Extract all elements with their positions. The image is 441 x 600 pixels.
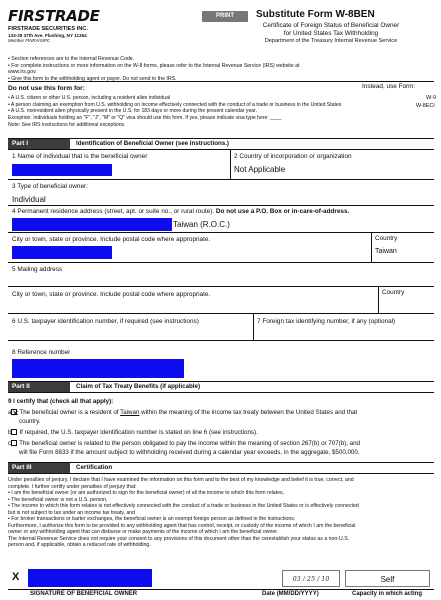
- part1-title: Identification of Beneficial Owner (see Instructions.): [76, 140, 229, 147]
- part1-header: [8, 138, 434, 150]
- part3-title: Certification: [76, 464, 113, 471]
- certify-c-cont: will file Form 8833 if the amount subject to withholding received during a calendar year exceeds, in the aggregate, $500,000.: [19, 449, 360, 456]
- field7-label: 7 Foreign tax identifying number, if any (optional): [257, 318, 396, 325]
- field8-label: 8 Reference number: [12, 349, 71, 356]
- logo-name: FIRSTRADE: [8, 7, 100, 25]
- date-format: (MM/DD/YYYY): [276, 591, 319, 597]
- divider: [8, 205, 434, 206]
- part3-label: Part III: [8, 463, 70, 473]
- part2-header: [8, 381, 434, 393]
- form-subtitle: [226, 22, 436, 45]
- redacted-address: [12, 218, 172, 231]
- instead-use-label: Instead, use Form:: [362, 83, 416, 90]
- city-label-mailing: City or town, state or province. Include postal code where appropriate.: [12, 291, 211, 298]
- form-title: Substitute Form W-8BEN: [256, 9, 375, 20]
- field3-label: 3 Type of beneficial owner:: [12, 183, 88, 190]
- do-not-use-list: [8, 95, 437, 129]
- field5-label: 5 Mailing address: [12, 266, 63, 273]
- logo-address: 133-25 37th Ave. Flushing, NY 11354: [8, 32, 87, 38]
- certify-a-text2: within the meaning of the income tax treaty between the United States and that: [139, 409, 358, 416]
- field-divider: [230, 150, 231, 179]
- signature-label: SIGNATURE OF BENEFICIAL OWNER: [30, 591, 138, 597]
- country-label: Country: [375, 235, 398, 242]
- form-department: Department of the Treasury Internal Revenue Service: [264, 37, 398, 44]
- certify-a-text1: The beneficial owner is a resident of: [19, 409, 121, 416]
- certify-b-text: If required, the U.S. taxpayer identification number is stated on line 6 (see instructions).: [19, 429, 258, 436]
- certify-c-letter: c: [8, 440, 12, 447]
- do-not-use-item: • A person claiming an exemption from U.S. withholding on income effectively connected with the conduct of a trade or business in the United States: [8, 101, 342, 108]
- print-button[interactable]: PRINT: [202, 11, 248, 22]
- date-label-text: Date: [262, 591, 276, 597]
- divider: [8, 81, 434, 82]
- certify-label: 9 I certify that (check all that apply):: [8, 398, 114, 405]
- certification-line: owner or any withholding agent that can disburse or make payments of the income of which I am the beneficial owner.: [8, 529, 279, 536]
- city-label: City or town, state or province. Include postal code where appropriate.: [12, 236, 211, 243]
- certify-a: [8, 409, 434, 416]
- firstrade-logo: [8, 8, 138, 43]
- redacted-city: [12, 246, 112, 259]
- field4-label-text: 4 Permanent residence address (street, apt. or suite no., or rural route).: [12, 208, 215, 215]
- redacted-name: [12, 164, 112, 176]
- divider: [8, 313, 434, 314]
- note-item: • For complete instructions or more information on the W-8 forms, please refer to the Internal Revenue Service (IRS) website at www.irs.gov.: [8, 62, 300, 75]
- do-not-use-item: • A U.S. citizen or other U.S. person, including a resident alien individual: [8, 95, 171, 101]
- date-label: [262, 591, 319, 598]
- field4-warning: Do not use a P.O. Box or in-care-of-address.: [215, 208, 350, 215]
- certification-line: person and, if applicable, obtain a reduced rate of withholding.: [8, 542, 151, 549]
- note-item: • Section references are to the Internal Revenue Code.: [8, 56, 135, 62]
- capacity-label: Capacity in which acting: [352, 591, 423, 597]
- certify-a-letter: a: [8, 409, 12, 416]
- form-w8eci-label: W-8ECI: [416, 103, 435, 109]
- logo-member: Member FINRA/SIPC: [8, 37, 50, 43]
- part3-header: [8, 462, 434, 474]
- country-label-mailing: Country: [382, 289, 405, 296]
- do-not-use-item: Exception: Individuals holding an "F", "J", "M" or "Q" visa should use this form. If yes, please indicate visa type here: ____: [8, 114, 282, 121]
- field2-label: 2 Country of incorporation or organization: [234, 153, 352, 160]
- field4-label: [12, 208, 432, 215]
- certification-line: • The beneficial owner is not a U.S. person,: [8, 496, 108, 503]
- certify-c-text1: The beneficial owner is related to the person obligated to pay the income within the meaning of section 267(b) or 707(b), and: [19, 440, 360, 447]
- part1-label: Part I: [8, 139, 70, 149]
- certification-text: [8, 477, 434, 549]
- certification-line: The Internal Revenue Service does not require your consent to any provisions of this document other than the cerestablish your status as a non-U.S.: [8, 535, 350, 542]
- certify-a-country[interactable]: Taiwan: [120, 409, 140, 416]
- divider: [8, 286, 434, 287]
- part2-label: Part II: [8, 382, 70, 392]
- signature-x: X: [12, 571, 20, 583]
- divider: [8, 340, 434, 341]
- field-divider: [253, 313, 254, 340]
- field2-value[interactable]: Not Applicable: [234, 165, 286, 174]
- certify-c: [8, 440, 434, 447]
- certification-line: but is not subject to tax under an income tax treaty, and: [8, 509, 136, 516]
- divider: [8, 179, 434, 180]
- certification-line: complete. I further certify under penalties of perjury that:: [8, 483, 137, 490]
- notes-list: [8, 57, 308, 84]
- certify-b-letter: b: [8, 429, 12, 436]
- certification-line: Furthermore, I authorize this form to be provided to any withholding agent that has control, receipt, or custody of the income of which I am the beneficial: [8, 522, 356, 529]
- form-subtitle-line2: for United States Tax Withholding: [283, 29, 379, 37]
- note-item: • Give this form to the withholding agent or payer. Do not send to the IRS.: [8, 75, 177, 82]
- field-divider: [378, 286, 379, 313]
- field1-label: 1 Name of individual that is the beneficial owner: [12, 153, 148, 160]
- do-not-use-item: Note: See IRS instructions for additional exceptions.: [8, 121, 126, 128]
- checkbox-b[interactable]: [11, 429, 17, 435]
- redacted-reference: [12, 359, 184, 378]
- field3-value[interactable]: Individual: [12, 195, 46, 204]
- checkbox-a[interactable]: [11, 409, 17, 415]
- part2-title: Claim of Tax Treaty Benefits (if applicable): [76, 383, 201, 390]
- do-not-use-title: Do not use this form for:: [8, 85, 85, 92]
- redacted-signature: [28, 569, 152, 587]
- field-divider: [371, 232, 372, 262]
- form-subtitle-line1: Certificate of Foreign Status of Beneficial Owner: [262, 22, 400, 29]
- certify-a-cont: country.: [19, 418, 41, 425]
- do-not-use-item: • A U.S. nonresident alien physically present in the U.S. for 183 days or more during the present calendar year.: [8, 108, 257, 115]
- signature-line: [8, 589, 434, 590]
- form-w9-label: W-9: [426, 95, 437, 101]
- field4-value[interactable]: Taiwan (R.O.C.): [173, 220, 230, 229]
- certification-line: • For broker transactions or barter exchanges, the beneficial owner is an exempt foreign person as defined in the instructions.: [8, 516, 296, 523]
- checkbox-c[interactable]: [11, 440, 17, 446]
- field6-label: 6 U.S. taxpayer identification number, if required (see instructions): [12, 318, 199, 325]
- certification-line: • The income to which this form relates is not effectively connected with the conduct of a trade or business in the United States or is effectively connected: [8, 503, 359, 510]
- certify-b: [8, 429, 434, 436]
- logo-company: FIRSTRADE SECURITIES INC.: [8, 26, 88, 33]
- divider: [8, 262, 434, 263]
- country-value[interactable]: Taiwan: [375, 248, 397, 255]
- capacity-field[interactable]: Self: [345, 570, 430, 587]
- certification-line: Under penalties of perjury, I declare that I have examined the information on this form and to the best of my knowledge and belief it is true, correct, and: [8, 477, 354, 483]
- date-field[interactable]: 03 / 25 / 10: [282, 570, 340, 587]
- certification-line: • I am the beneficial owner (or am authorized to sign for the beneficial owner) of all the income to which this form relates,: [8, 490, 285, 497]
